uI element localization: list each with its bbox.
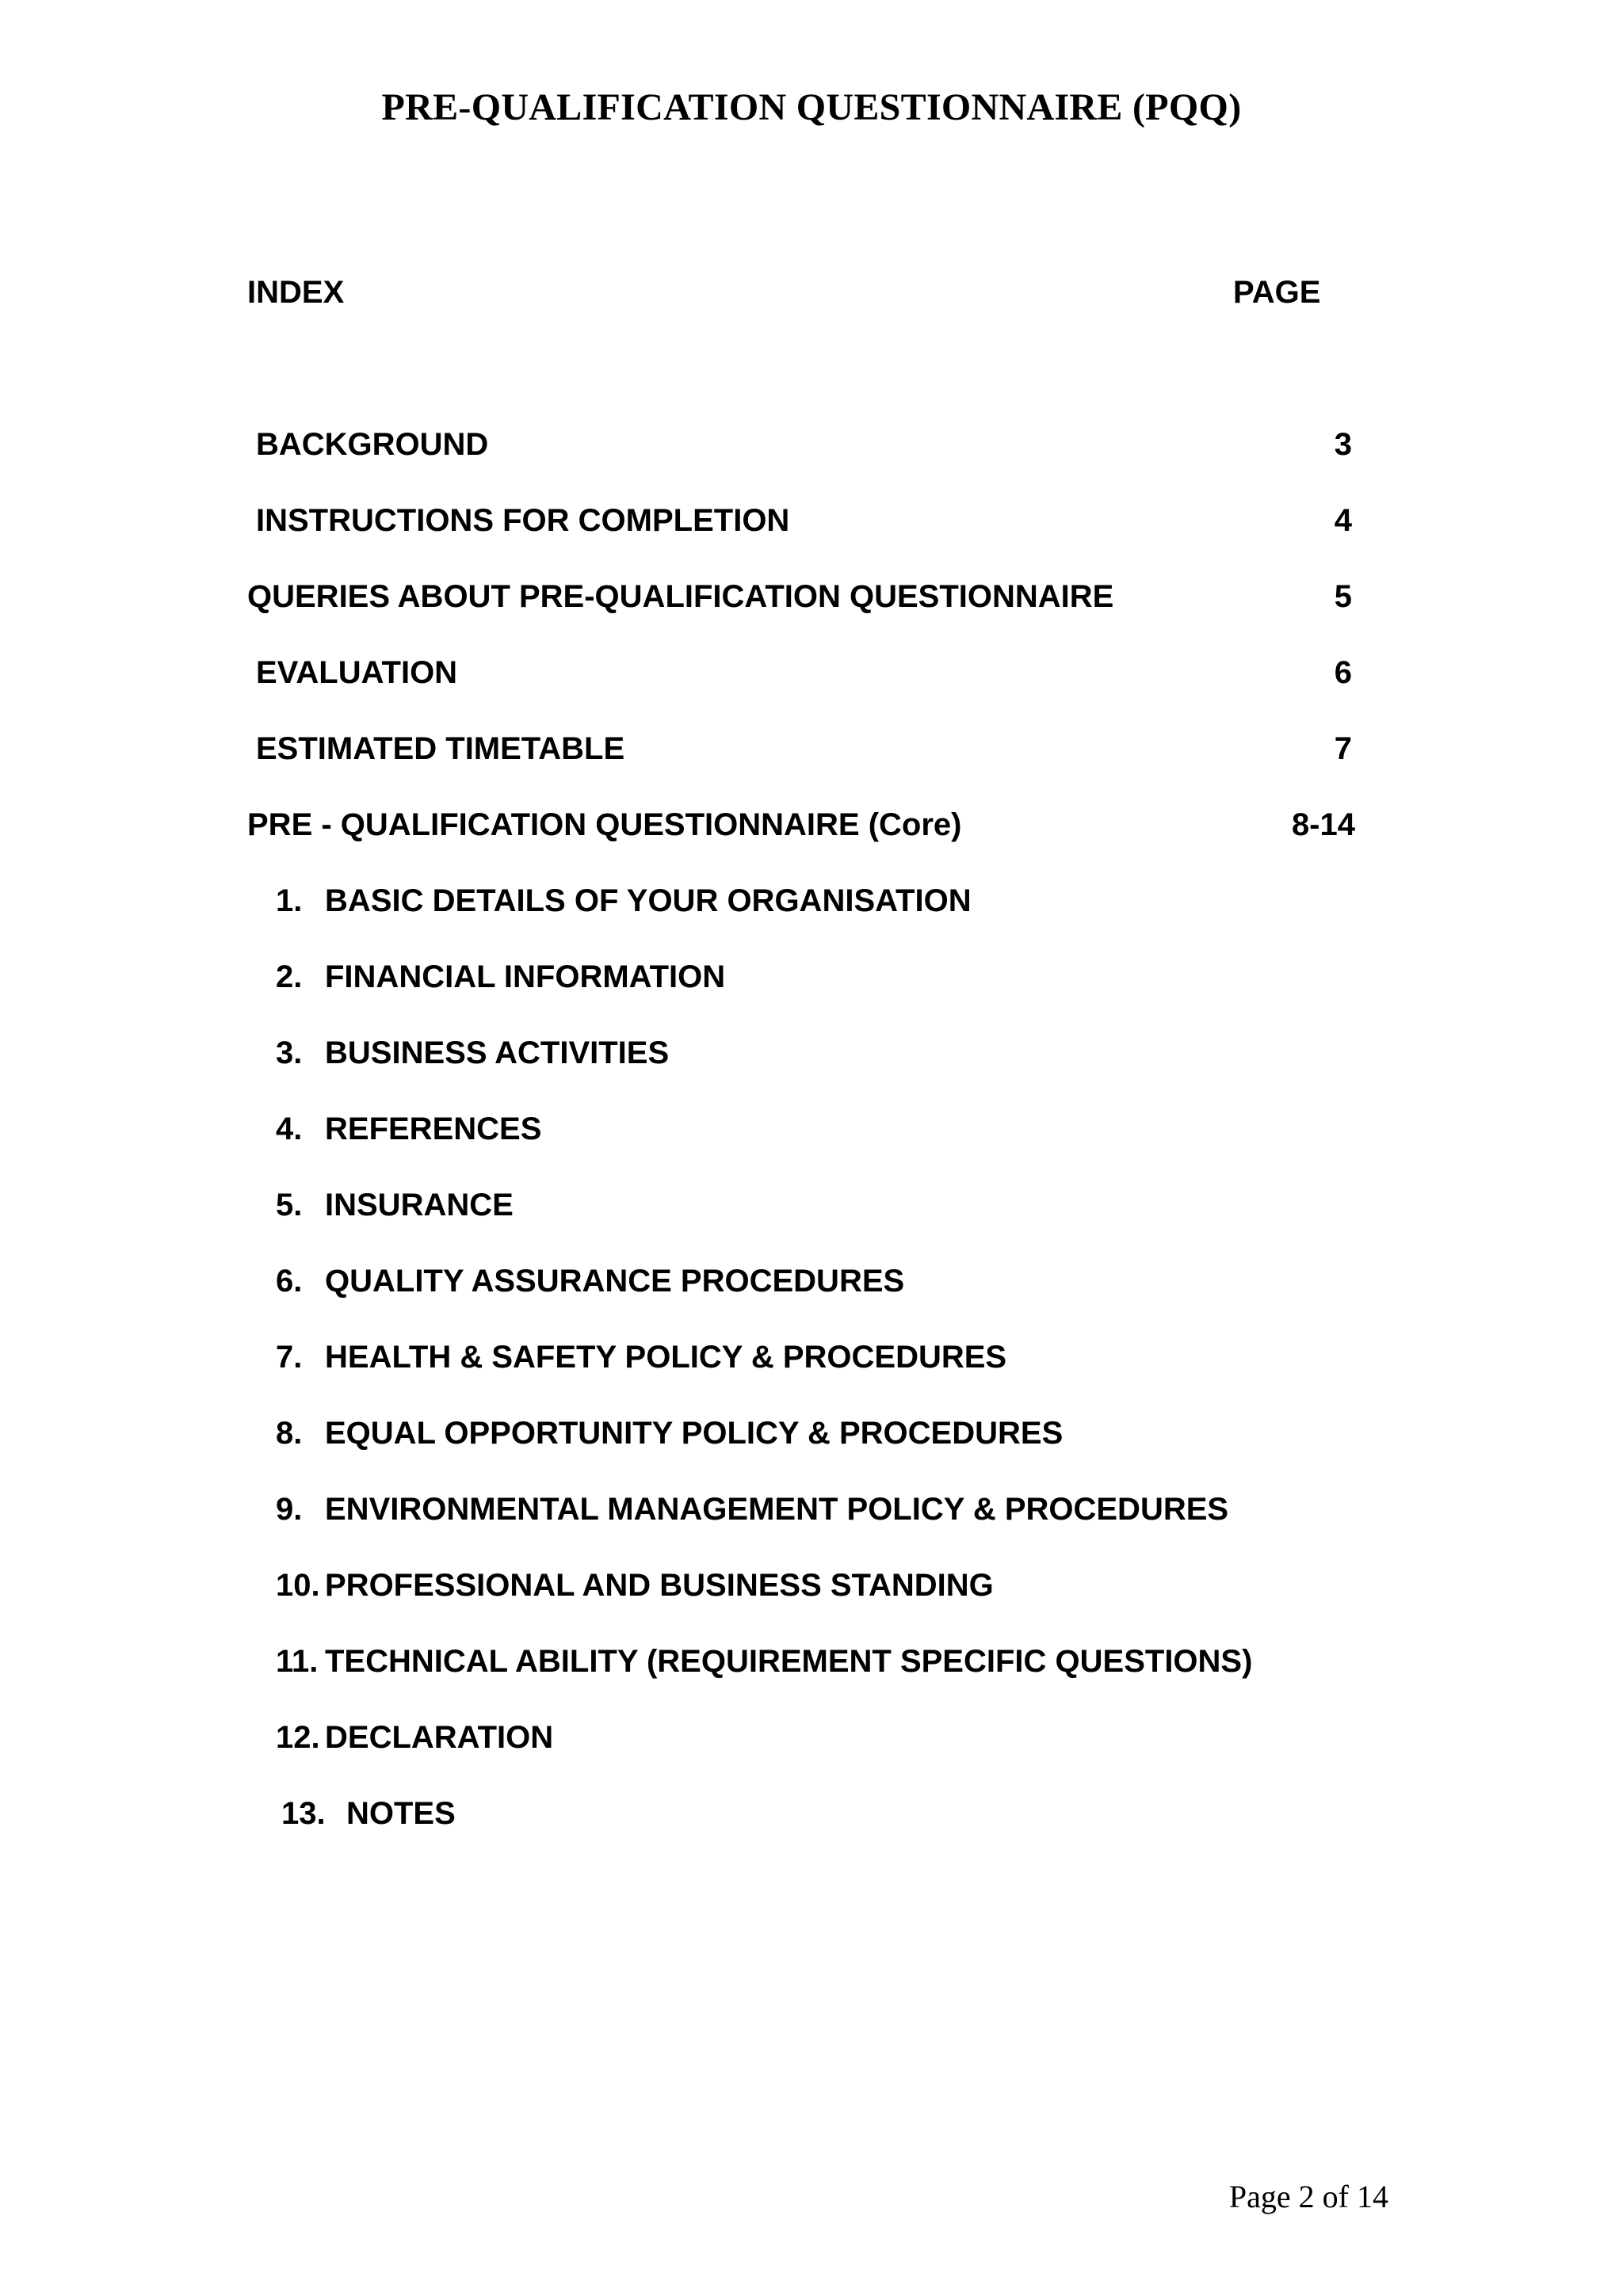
section-label: FINANCIAL INFORMATION: [325, 959, 726, 994]
section-number: 9.: [276, 1492, 303, 1527]
section-label: BUSINESS ACTIVITIES: [325, 1035, 670, 1070]
section-label: EQUAL OPPORTUNITY POLICY & PROCEDURES: [325, 1416, 1064, 1451]
section-label: DECLARATION: [325, 1720, 554, 1755]
section-label: INSURANCE: [325, 1188, 514, 1222]
document-title: PRE-QUALIFICATION QUESTIONNAIRE (PQQ): [381, 86, 1242, 128]
section-number: 8.: [276, 1416, 303, 1451]
index-entry-label: PRE - QUALIFICATION QUESTIONNAIRE (Core): [247, 807, 962, 842]
section-label: TECHNICAL ABILITY (REQUIREMENT SPECIFIC QUESTIONS): [325, 1644, 1253, 1679]
section-number: 5.: [276, 1188, 303, 1222]
index-entry-page: 5: [1334, 579, 1352, 614]
index-entry-label: BACKGROUND: [256, 427, 489, 462]
section-label: PROFESSIONAL AND BUSINESS STANDING: [325, 1568, 994, 1603]
section-label: NOTES: [346, 1796, 456, 1831]
section-label: QUALITY ASSURANCE PROCEDURES: [325, 1264, 905, 1299]
index-entry-page: 8-14: [1291, 807, 1355, 842]
section-number: 13.: [281, 1796, 326, 1831]
index-entry-label: QUERIES ABOUT PRE-QUALIFICATION QUESTIONNAIRE: [247, 579, 1114, 614]
section-number: 1.: [276, 883, 303, 918]
section-number: 11.: [276, 1644, 319, 1679]
section-number: 2.: [276, 959, 303, 994]
index-heading: INDEX: [247, 275, 345, 310]
section-label: REFERENCES: [325, 1112, 542, 1146]
section-number: 4.: [276, 1112, 303, 1146]
section-number: 10.: [276, 1568, 320, 1603]
page-footer: Page 2 of 14: [1228, 2179, 1388, 2214]
section-number: 7.: [276, 1340, 303, 1375]
section-number: 3.: [276, 1035, 303, 1070]
section-label: BASIC DETAILS OF YOUR ORGANISATION: [325, 883, 972, 918]
index-entry-page: 4: [1334, 503, 1352, 538]
index-entry-label: INSTRUCTIONS FOR COMPLETION: [256, 503, 790, 538]
page-heading: PAGE: [1233, 275, 1321, 310]
index-entry-page: 7: [1334, 731, 1352, 766]
index-entry-label: EVALUATION: [256, 655, 458, 690]
index-entry-page: 3: [1334, 427, 1352, 462]
section-number: 6.: [276, 1264, 303, 1299]
section-label: ENVIRONMENTAL MANAGEMENT POLICY & PROCEDURES: [325, 1492, 1229, 1527]
section-label: HEALTH & SAFETY POLICY & PROCEDURES: [325, 1340, 1007, 1375]
index-entry-page: 6: [1334, 655, 1352, 690]
index-entry-label: ESTIMATED TIMETABLE: [256, 731, 625, 766]
section-number: 12.: [276, 1720, 320, 1755]
